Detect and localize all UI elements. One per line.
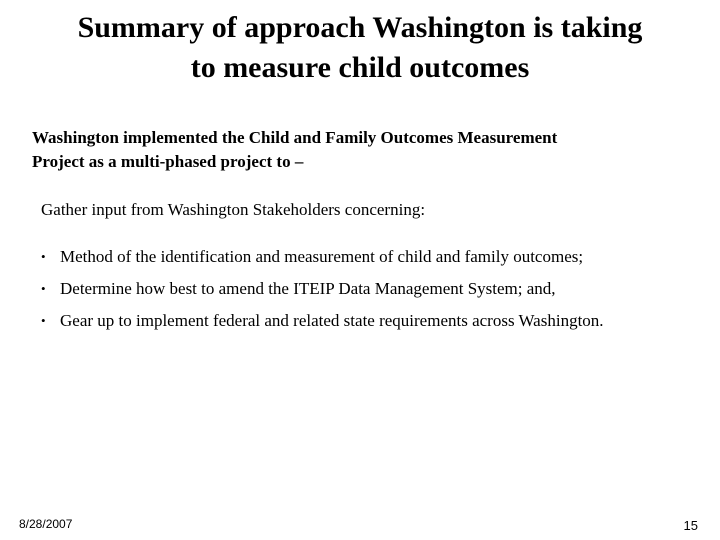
slide-title-line-2: to measure child outcomes: [190, 51, 530, 84]
bullet-list: [41, 245, 716, 341]
bullet-item: [41, 245, 716, 269]
bullet-item: [41, 309, 716, 333]
slide-title-line-1: Summary of approach Washington is taking: [77, 11, 643, 44]
intro-line-2: Project as a multi-phased project to –: [32, 152, 304, 171]
bullet-text: Gear up to implement federal and related state requirements across Washington.: [60, 311, 604, 330]
intro-paragraph: [32, 126, 692, 174]
bullet-icon: •: [41, 281, 46, 296]
bullet-icon: •: [41, 249, 46, 264]
lead-text: Gather input from Washington Stakeholders concerning:: [41, 200, 426, 219]
bullet-text: Determine how best to amend the ITEIP Data Management System; and,: [60, 279, 556, 298]
bullet-text: Method of the identification and measurement of child and family outcomes;: [60, 247, 584, 266]
footer-date: 8/28/2007: [19, 517, 73, 531]
intro-line-1: Washington implemented the Child and Family Outcomes Measurement: [32, 128, 558, 147]
page-number: 15: [683, 518, 698, 533]
bullet-icon: •: [41, 313, 46, 328]
slide-title: [20, 8, 700, 88]
bullet-item: [41, 277, 716, 301]
